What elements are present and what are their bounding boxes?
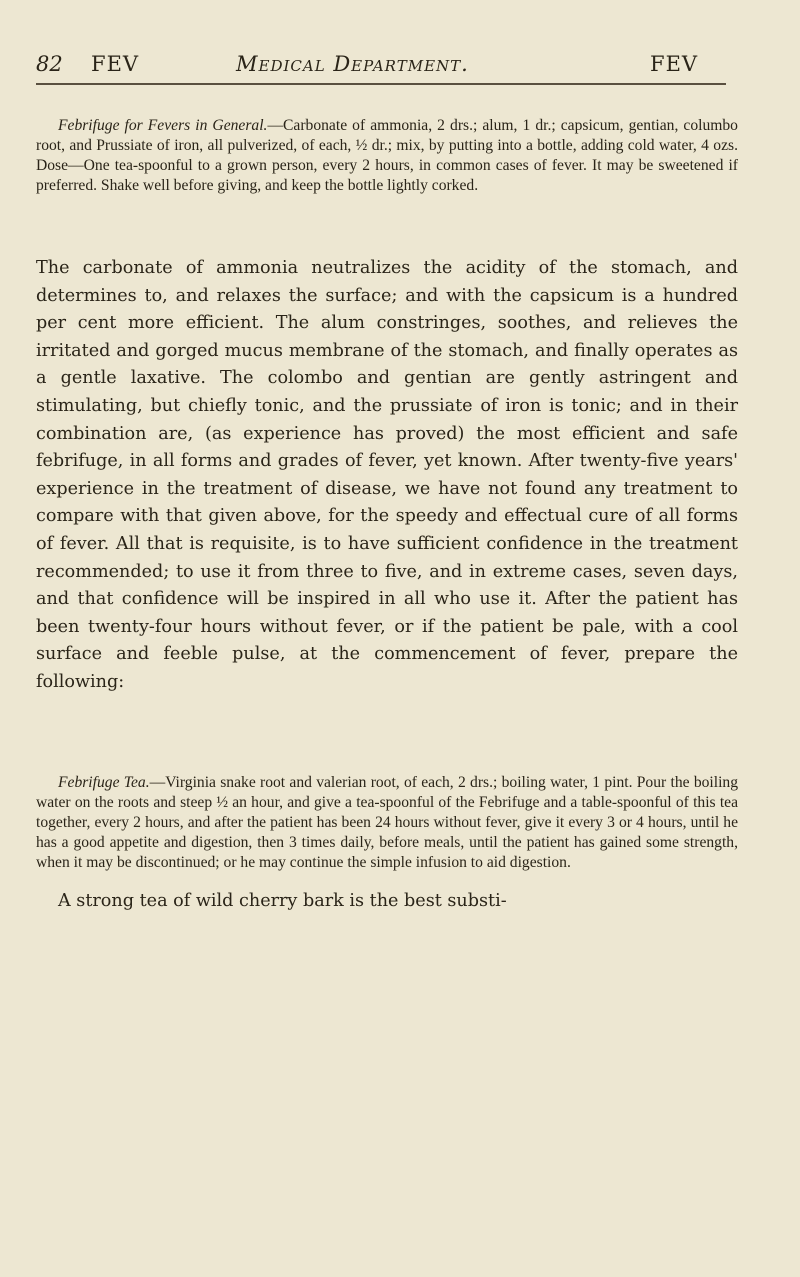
page-number: 82 xyxy=(36,52,63,76)
recipe-febrifuge-tea xyxy=(36,773,738,873)
header-left-keyword: FEV xyxy=(91,52,140,76)
recipe-febrifuge-tea-body: —Virginia snake root and valerian root, of each, 2 drs.; boiling water, 1 pint. Pour the boiling water on the roots and steep ½ an hour, and give a tea-spoonful of the Febrifuge and a table-spoonful of this tea together, every 2 hours, and after the patient has been 24 hours without fever, give it every 3 or 4 hours, until he has a good appetite and digestion, then 3 times daily, before meals, until the patient has gained some strength, when it may be discontinued; or he may continue the simple infusion to aid digestion. xyxy=(36,774,738,871)
header-rule xyxy=(36,83,726,85)
recipe-febrifuge xyxy=(36,116,738,196)
header-right-keyword: FEV xyxy=(650,52,699,76)
explanation-paragraph: The carbonate of ammonia neutralizes the acidity of the stomach, and determines to, and relaxes the surface; and with the capsicum is a hundred per cent more efficient. The alum constringes, soothes, and relieves the irritated and gorged mucus membrane of the stomach, and finally operates as a gentle laxative. The colombo and gentian are gently astringent and stimulating, but chiefly tonic, and the prussiate of iron is tonic; and in their combination are, (as experience has proved) the most efficient and safe febrifuge, in all forms and grades of fever, yet known. After twenty-five years' experience in the treatment of disease, we have not found any treatment to compare with that given above, for the speedy and effectual cure of all forms of fever. All that is requisite, is to have sufficient confidence in the treatment recommended; to use it from three to five, and in extreme cases, seven days, and that confidence will be inspired in all who use it. After the patient has been twenty-four hours without fever, or if the patient be pale, with a cool surface and feeble pulse, at the commencement of fever, prepare the following: xyxy=(36,258,738,692)
recipe-febrifuge-body: —Carbonate of ammonia, 2 drs.; alum, 1 dr.; capsicum, gentian, columbo root, and Prussiate of iron, all pulverized, of each, ½ dr.; mix, by putting into a bottle, adding cold water, 4 ozs. Dose—One tea-spoonful to a grown person, every 2 hours, in common cases of fever. It may be sweetened if preferred. Shake well before giving, and keep the bottle lightly corked. xyxy=(36,117,738,194)
recipe-febrifuge-tea-title: Febrifuge Tea. xyxy=(58,774,150,791)
recipe-febrifuge-title: Febrifuge for Fevers in General. xyxy=(58,117,268,134)
header-title: Medical Department. xyxy=(236,52,469,76)
running-header xyxy=(36,52,726,92)
closing-line: A strong tea of wild cherry bark is the best substi- xyxy=(58,891,507,911)
